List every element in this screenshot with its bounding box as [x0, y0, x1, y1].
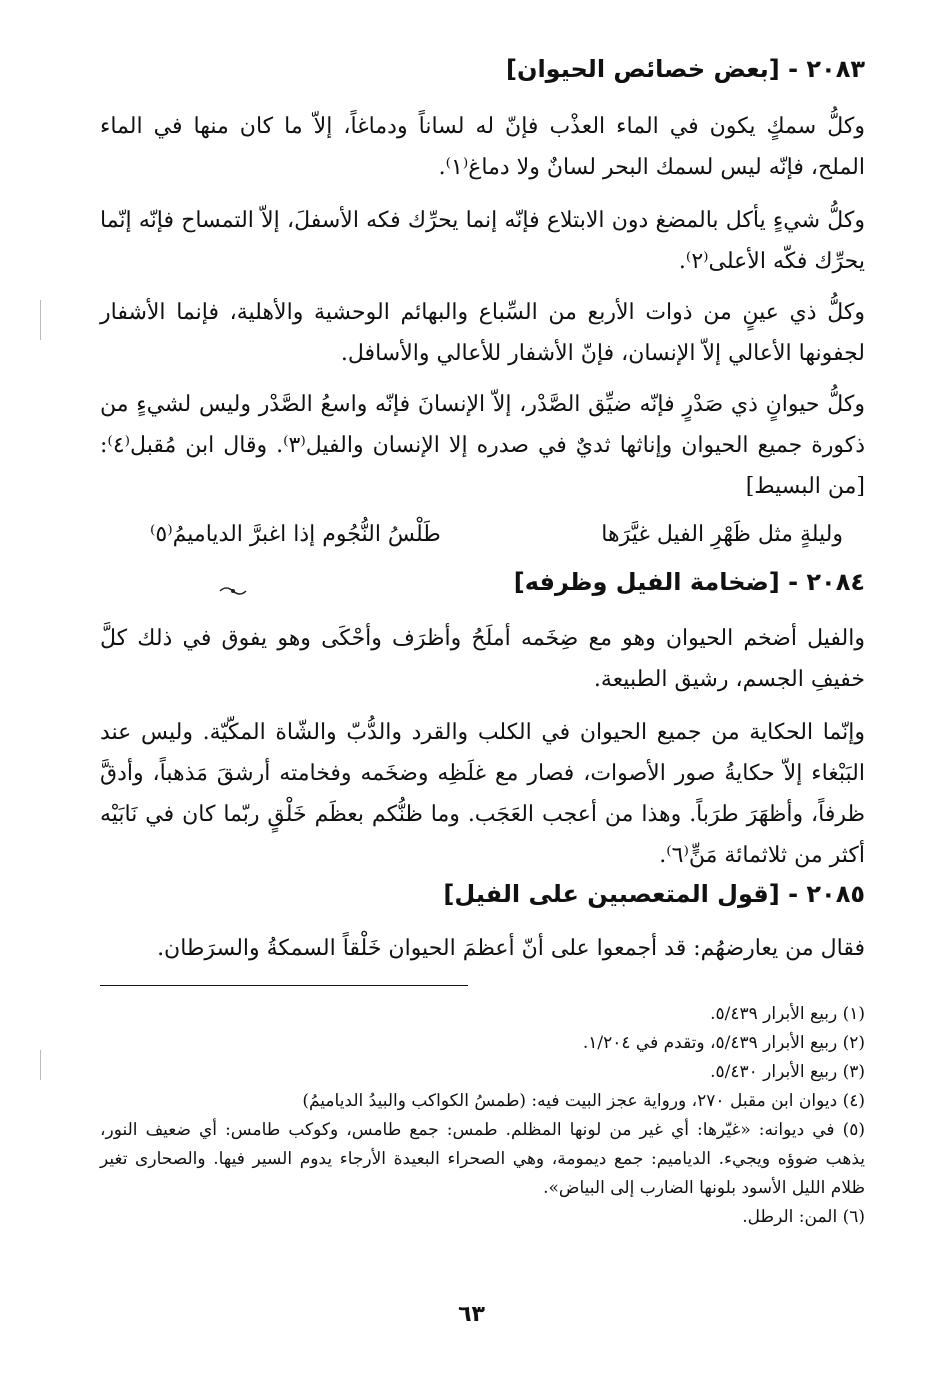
paragraph-opponents: فقال من يعارضهُم: قد أجمعوا على أنّ أعظمَ الحيوان خَلْقاً السمكةُ والسرَطان.	[157, 936, 865, 961]
footnote-4: (٤) ديوان ابن مقبل ٢٧٠، ورواية عجز البيت فيه: (طمسُ الكواكب والبيدُ الدياميمُ)	[302, 1091, 865, 1111]
poetry-verse	[150, 522, 843, 547]
paragraph-fish: وكلُّ سمكٍ يكون في الماء العذْب فإنّ له لساناً ودماغاً، إلاّ ما كان منها في الماء الملح، فإنّه ليس لسمك البحر لسانٌ ولا دماغ⁽١⁾.	[100, 114, 865, 180]
verse-first-hemistich: وليلةٍ مثل ظَهْرِ الفيل غيَّرَها	[601, 522, 843, 547]
footnote-5: (٥) في ديوانه: «غيّرها: أي غير من لونها المظلم. طمس: جمع طامس، وكوكب طامس: أي ضعيف النور، يذهب ضوؤه ويجيء. الدياميم: جمع ديمومة، وهي الصحراء البعيدة الأرجاء يدوم السير فيها. والصحارى تغير ظلام الليل الأسود بلونها الضارب إلى البياض».	[100, 1120, 865, 1198]
ornament-icon	[218, 583, 248, 602]
paragraph-mimicry: وإنّما الحكاية من جميع الحيوان في الكلب والقرد والدُّبّ والشّاة المكّيّة. وليس عند البَبْغاء إلاّ حكايةُ صور الأصوات، فصار مع غلَظِه وضخَمه وفخامته أرشقَ مَذهباً، وأدقَّ ظرفاً، وأظهَرَ طرَباً. وهذا من أعجب العَجَب. وما ظنُّكم بعظَم خَلْقٍ ربّما كان في نَابَيْه أكثر من ثلاثمائة مَنٍّ⁽٦⁾.	[100, 720, 865, 868]
paragraph-chewing: وكلُّ شيءٍ يأكل بالمضغ دون الابتلاع فإنّه إنما يحرِّك فكه الأسفلَ، إلاّ التمساح فإنّه إنّما يحرِّك فكّه الأعلى⁽٢⁾.	[100, 208, 865, 274]
verse-second-hemistich: طَلْسُ النُّجُوم إذا اغبرَّ الدياميمُ⁽٥⁾	[150, 522, 441, 547]
paragraph-chest: وكلُّ حيوانٍ ذي صَدْرٍ فإنّه ضيِّق الصَّدْر، إلاّ الإنسانَ فإنّه واسعُ الصَّدْر وليس لشيءٍ من ذكورة جميع الحيوان وإناثها ثديٌ في صدره إلا الإنسان والفيل⁽٣⁾. وقال ابن مُقبل⁽٤⁾: [من البسيط]	[100, 392, 866, 499]
footnote-2: (٢) ربيع الأبرار ٥/٤٣٩، وتقدم في ١/٢٠٤.	[582, 1033, 865, 1053]
paragraph-eyelids: وكلُّ ذي عينٍ من ذوات الأربع من السِّباع والبهائم الوحشية والأهلية، فإنما الأشفار لجفونها الأعالي إلاّ الإنسان، فإنّ الأشفار للأعالي والأسافل.	[100, 300, 865, 366]
footnote-6: (٦) المن: الرطل.	[742, 1207, 865, 1227]
section-heading-2083: ٢٠٨٣ - [بعض خصائص الحيوان]	[505, 55, 865, 83]
scan-mark	[40, 300, 41, 340]
page-number: ٦٣	[458, 1302, 485, 1327]
scan-mark	[40, 1050, 41, 1080]
section-heading-2084: ٢٠٨٤ - [ضخامة الفيل وظرفه]	[513, 568, 865, 596]
section-heading-2085: ٢٠٨٥ - [قول المتعصبين على الفيل]	[443, 880, 865, 908]
paragraph-elephant: والفيل أضخم الحيوان وهو مع ضِخَمه أملَحُ وأظرَف وأحْكَى وهو يفوق في ذلك كلَّ خفيفِ الجسم، رشيق الطبيعة.	[100, 626, 865, 692]
footnote-3: (٣) ربيع الأبرار ٥/٤٣٠.	[710, 1062, 865, 1082]
footnote-1: (١) ربيع الأبرار ٥/٤٣٩.	[710, 1004, 865, 1024]
footnotes	[100, 1000, 865, 1232]
footnote-separator	[100, 985, 468, 986]
